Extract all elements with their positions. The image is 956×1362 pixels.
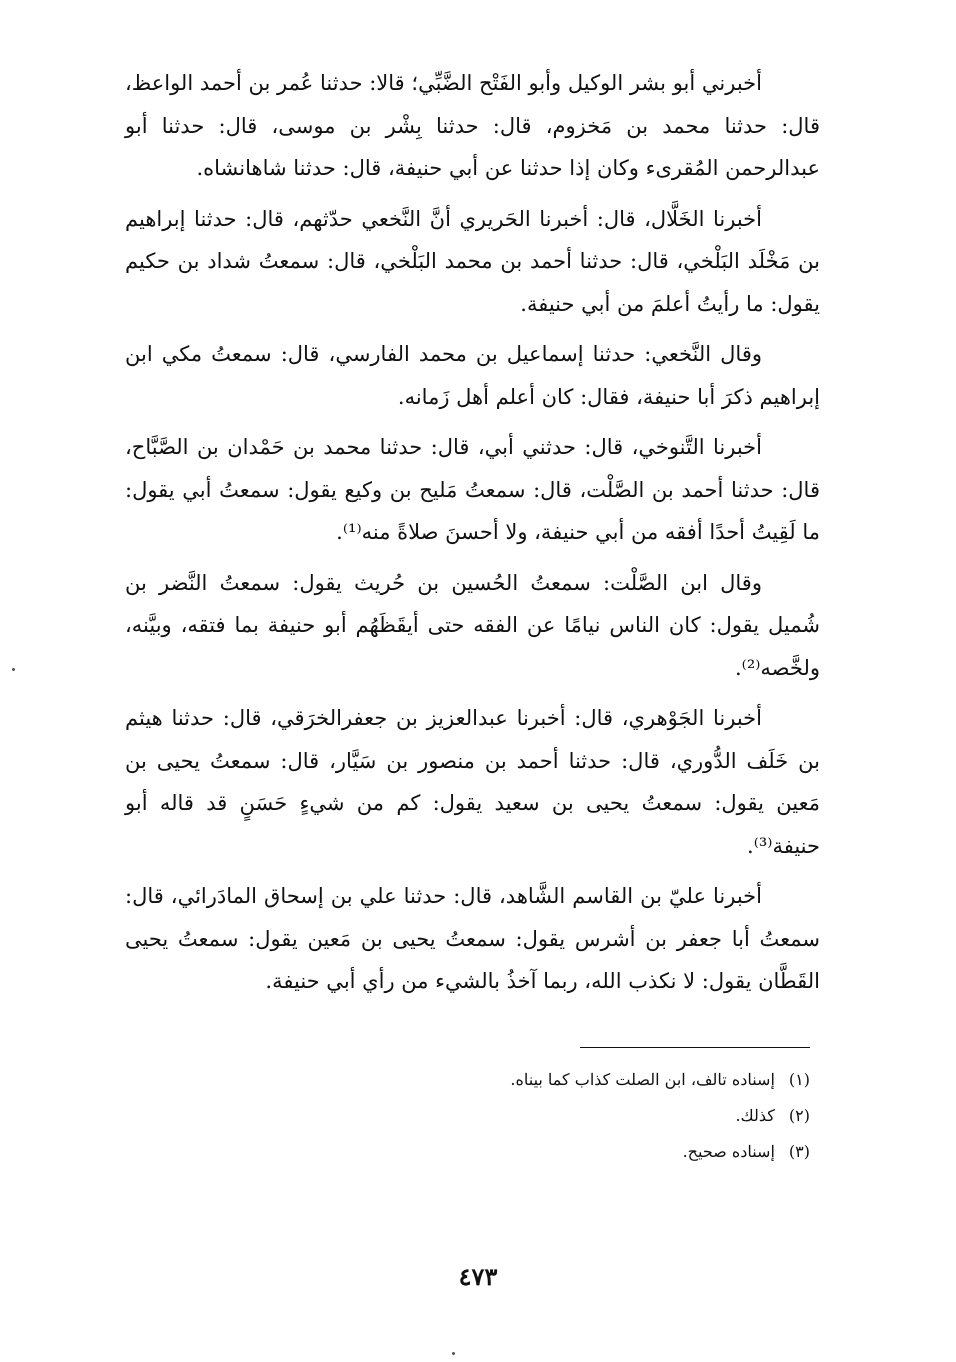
- paragraph-5: وقال ابن الصَّلْت: سمعتُ الحُسين بن حُريث يقول: سمعتُ النَّضر بن شُميل يقول: كان الناس نيامًا عن الفقه حتى أيقَظَهُم أبو حنيفة بما فتقه، وبيَّنه، ولخَّصه⁽²⁾.: [125, 570, 820, 680]
- footnote-number: (٢): [788, 1106, 810, 1125]
- paragraph-6: أخبرنا الجَوْهري، قال: أخبرنا عبدالعزيز بن جعفرالخرَقي، قال: حدثنا هيثم بن خَلَف الدُّوري، قال: حدثنا أحمد بن منصور بن سَيَّار، قال: سمعتُ يحيى بن مَعين يقول: سمعتُ يحيى بن سعيد يقول: كم من شيءٍ حَسَنٍ قد قاله أبو حنيفة⁽³⁾.: [125, 706, 820, 858]
- footnote-text: إسناده تالف، ابن الصلت كذاب كما بيناه.: [510, 1070, 775, 1089]
- paragraph-2: أخبرنا الخَلَّال، قال: أخبرنا الحَريري أنَّ النَّخعي حدّثهم، قال: حدثنا إبراهيم بن مَخْلَد البَلْخي، قال: حدثنا أحمد بن محمد البَلْخي، قال: سمعتُ شداد بن حكيم يقول: ما رأيتُ أعلمَ من أبي حنيفة.: [125, 206, 820, 316]
- paragraph-4: أخبرنا التَّنوخي، قال: حدثني أبي، قال: حدثنا محمد بن حَمْدان بن الصَّبَّاح، قال: حدثنا أحمد بن الصَّلْت، قال: سمعتُ مَليح بن وكيع يقول: سمعتُ أبي يقول: ما لَقِيتُ أحدًا أفقه من أبي حنيفة، ولا أحسنَ صلاةً منه⁽¹⁾.: [125, 435, 820, 544]
- footnote-2: [420, 1098, 810, 1134]
- footnote-text: إسناده صحيح.: [682, 1142, 775, 1161]
- paragraph-3: وقال النَّخعي: حدثنا إسماعيل بن محمد الفارسي، قال: سمعتُ مكي ابن إبراهيم ذكرَ أبا حنيفة، فقال: كان أعلم أهل زَمانه.: [125, 342, 820, 409]
- main-text: [125, 62, 820, 1011]
- scan-speck: [12, 668, 15, 671]
- paragraph-7: أخبرنا عليّ بن القاسم الشَّاهد، قال: حدثنا علي بن إسحاق المادَرائي، قال: سمعتُ أبا جعفر بن أشرس يقول: سمعتُ يحيى بن مَعين يقول: سمعتُ يحيى القَطَّان يقول: لا نكذب الله، ربما آخذُ بالشيء من رأي أبي حنيفة.: [125, 884, 820, 993]
- footnote-number: (١): [788, 1070, 810, 1089]
- footnotes: [420, 1062, 810, 1170]
- footnote-text: كذلك.: [735, 1106, 775, 1125]
- footnote-1: [420, 1062, 810, 1098]
- scan-speck: [452, 1352, 455, 1355]
- page-number: ٤٧٣: [458, 1262, 498, 1291]
- footnote-number: (٣): [788, 1142, 810, 1161]
- footnote-divider: [580, 1047, 810, 1048]
- footnote-3: [420, 1134, 810, 1170]
- paragraph-1: أخبرني أبو بشر الوكيل وأبو الفَتْح الضَّبِّي؛ قالا: حدثنا عُمر بن أحمد الواعظ، قال: حدثنا محمد بن مَخزوم، قال: حدثنا بِشْر بن موسى، قال: حدثنا أبو عبدالرحمن المُقرىء وكان إذا حدثنا عن أبي حنيفة، قال: حدثنا شاهانشاه.: [125, 71, 820, 180]
